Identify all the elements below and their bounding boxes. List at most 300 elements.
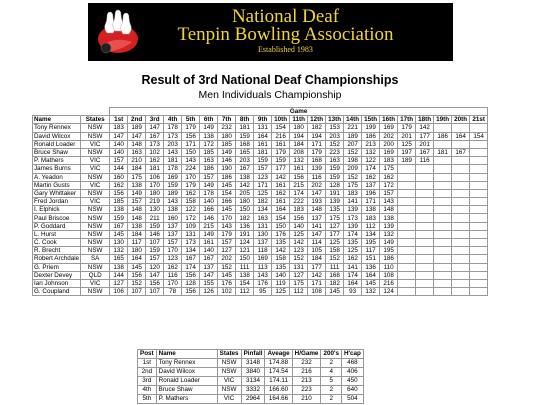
ranking-cell: 3840 bbox=[241, 368, 265, 377]
game-score: 163 bbox=[326, 157, 344, 165]
game-score: 173 bbox=[146, 140, 164, 148]
ranking-name: Tony Rennex bbox=[156, 359, 217, 368]
game-score: 102 bbox=[146, 148, 164, 156]
game-score: 166 bbox=[218, 198, 236, 206]
ranking-cell: 2964 bbox=[241, 395, 265, 404]
game-score: 148 bbox=[128, 140, 146, 148]
game-score: 170 bbox=[164, 279, 182, 287]
game-score: 140 bbox=[110, 140, 128, 148]
game-score: 168 bbox=[236, 140, 254, 148]
game-score: 136 bbox=[362, 263, 380, 271]
ranking-cell: 2 bbox=[321, 386, 342, 395]
game-score bbox=[470, 173, 488, 181]
ranking-cell: 504 bbox=[341, 395, 363, 404]
game-score: 154 bbox=[272, 214, 290, 222]
game-score: 143 bbox=[218, 222, 236, 230]
game-score: 114 bbox=[308, 239, 326, 247]
game-score: 208 bbox=[290, 148, 308, 156]
game-score bbox=[452, 189, 470, 197]
player-name: G. Coupland bbox=[33, 288, 81, 296]
game-score: 161 bbox=[254, 140, 272, 148]
ranking-cell: 406 bbox=[341, 368, 363, 377]
column-header: States bbox=[217, 350, 241, 359]
game-score: 143 bbox=[380, 198, 398, 206]
game-score: 140 bbox=[272, 271, 290, 279]
player-name: Paul Briscoe bbox=[33, 214, 81, 222]
game-score: 126 bbox=[200, 288, 218, 296]
game-score: 183 bbox=[344, 189, 362, 197]
game-score: 138 bbox=[128, 222, 146, 230]
game-score: 173 bbox=[182, 239, 200, 247]
game-score: 184 bbox=[308, 255, 326, 263]
game-score: 167 bbox=[452, 148, 470, 156]
game-score: 185 bbox=[200, 148, 218, 156]
game-score: 150 bbox=[182, 148, 200, 156]
column-header: H'cap bbox=[341, 350, 363, 359]
game-score: 116 bbox=[416, 157, 434, 165]
game-score: 145 bbox=[326, 288, 344, 296]
game-score: 162 bbox=[146, 157, 164, 165]
game-score: 162 bbox=[182, 189, 200, 197]
game-score bbox=[398, 255, 416, 263]
game-score: 112 bbox=[236, 288, 254, 296]
game-score: 107 bbox=[146, 239, 164, 247]
game-score: 141 bbox=[344, 263, 362, 271]
game-score: 171 bbox=[182, 140, 200, 148]
game-score: 173 bbox=[164, 132, 182, 140]
game-score: 205 bbox=[236, 189, 254, 197]
game-score: 120 bbox=[146, 263, 164, 271]
player-name: Ronald Loader bbox=[33, 140, 81, 148]
game-score: 185 bbox=[110, 198, 128, 206]
game-score: 106 bbox=[146, 173, 164, 181]
game-score: 172 bbox=[380, 181, 398, 189]
player-state: NSW bbox=[81, 263, 110, 271]
table-row bbox=[138, 395, 364, 404]
ranking-cell: VIC bbox=[217, 395, 241, 404]
game-score: 151 bbox=[362, 255, 380, 263]
table-row bbox=[33, 173, 488, 181]
game-score: 149 bbox=[200, 230, 218, 238]
game-score: 215 bbox=[200, 222, 218, 230]
game-score: 150 bbox=[236, 206, 254, 214]
player-state: NSW bbox=[81, 173, 110, 181]
game-score: 159 bbox=[326, 173, 344, 181]
game-score bbox=[398, 173, 416, 181]
game-score: 181 bbox=[146, 165, 164, 173]
game-score: 125 bbox=[290, 230, 308, 238]
game-score: 137 bbox=[164, 230, 182, 238]
game-score: 183 bbox=[362, 214, 380, 222]
game-score bbox=[398, 189, 416, 197]
game-score: 159 bbox=[254, 157, 272, 165]
game-score bbox=[452, 271, 470, 279]
game-score: 180 bbox=[290, 124, 308, 132]
game-score: 123 bbox=[290, 247, 308, 255]
game-score: 152 bbox=[326, 255, 344, 263]
game-score: 177 bbox=[308, 263, 326, 271]
game-score: 171 bbox=[254, 181, 272, 189]
game-score: 162 bbox=[164, 263, 182, 271]
results-table bbox=[32, 107, 488, 296]
game-score: 175 bbox=[290, 279, 308, 287]
game-score bbox=[452, 206, 470, 214]
game-score: 135 bbox=[326, 206, 344, 214]
game-score bbox=[398, 214, 416, 222]
game-score: 174 bbox=[344, 230, 362, 238]
game-score: 152 bbox=[290, 255, 308, 263]
player-state: NSW bbox=[81, 124, 110, 132]
game-score: 147 bbox=[308, 189, 326, 197]
column-header: 10th bbox=[272, 116, 290, 124]
game-score: 175 bbox=[128, 173, 146, 181]
game-score: 154 bbox=[272, 124, 290, 132]
player-name: Robert Archdale bbox=[34, 255, 80, 263]
game-score: 215 bbox=[290, 181, 308, 189]
game-score: 163 bbox=[128, 148, 146, 156]
game-score: 149 bbox=[128, 189, 146, 197]
game-score bbox=[434, 255, 452, 263]
game-score: 121 bbox=[236, 247, 254, 255]
column-header: Aveage bbox=[265, 350, 292, 359]
game-score: 128 bbox=[326, 181, 344, 189]
game-score: 148 bbox=[128, 214, 146, 222]
game-score: 161 bbox=[272, 181, 290, 189]
ranking-cell: 468 bbox=[341, 359, 363, 368]
player-name: I. Elphick bbox=[33, 206, 81, 214]
game-score: 131 bbox=[254, 222, 272, 230]
game-score: 142 bbox=[272, 173, 290, 181]
game-score bbox=[470, 206, 488, 214]
ranking-cell: 216 bbox=[292, 368, 321, 377]
player-state: NSW bbox=[81, 206, 110, 214]
game-score: 159 bbox=[164, 181, 182, 189]
player-state: NSW bbox=[81, 148, 110, 156]
ranking-cell: 5th bbox=[138, 395, 157, 404]
game-score: 183 bbox=[110, 124, 128, 132]
game-score: 223 bbox=[326, 148, 344, 156]
game-score: 123 bbox=[164, 255, 182, 263]
game-score: 138 bbox=[362, 206, 380, 214]
game-score: 201 bbox=[416, 140, 434, 148]
game-score: 116 bbox=[164, 271, 182, 279]
game-score: 166 bbox=[200, 206, 218, 214]
game-score: 164 bbox=[344, 279, 362, 287]
game-score: 131 bbox=[254, 124, 272, 132]
game-score: 107 bbox=[146, 288, 164, 296]
game-score: 189 bbox=[398, 157, 416, 165]
game-score bbox=[416, 288, 434, 296]
game-score: 186 bbox=[362, 132, 380, 140]
game-score: 124 bbox=[380, 288, 398, 296]
game-score: 122 bbox=[182, 206, 200, 214]
game-group-row bbox=[33, 108, 488, 116]
player-state: NSW bbox=[81, 239, 110, 247]
game-score bbox=[452, 181, 470, 189]
game-group-header: Game bbox=[110, 108, 488, 116]
game-score: 125 bbox=[272, 288, 290, 296]
game-score: 179 bbox=[182, 181, 200, 189]
game-score: 142 bbox=[416, 124, 434, 132]
ranking-name: Bruce Shaw bbox=[156, 386, 217, 395]
player-name: C. Cook bbox=[33, 239, 81, 247]
game-score bbox=[398, 222, 416, 230]
game-score: 179 bbox=[218, 230, 236, 238]
game-score: 158 bbox=[182, 198, 200, 206]
player-name: Ian Johnson bbox=[33, 279, 81, 287]
game-score bbox=[398, 263, 416, 271]
game-score: 171 bbox=[308, 279, 326, 287]
game-score: 203 bbox=[326, 132, 344, 140]
game-score: 139 bbox=[344, 206, 362, 214]
game-score: 182 bbox=[326, 279, 344, 287]
table-row bbox=[138, 359, 364, 368]
game-score bbox=[416, 222, 434, 230]
game-score: 167 bbox=[200, 255, 218, 263]
player-name: L. Hurst bbox=[33, 230, 81, 238]
game-score bbox=[398, 230, 416, 238]
table-row bbox=[33, 165, 488, 173]
blank-cell bbox=[33, 108, 110, 116]
game-score: 221 bbox=[344, 124, 362, 132]
game-score: 140 bbox=[110, 148, 128, 156]
game-score: 138 bbox=[128, 181, 146, 189]
game-score: 111 bbox=[326, 263, 344, 271]
game-score: 102 bbox=[218, 288, 236, 296]
game-score: 142 bbox=[236, 181, 254, 189]
column-header: States bbox=[81, 116, 110, 124]
game-score: 191 bbox=[236, 230, 254, 238]
game-score: 145 bbox=[218, 271, 236, 279]
game-score: 175 bbox=[326, 214, 344, 222]
game-score: 161 bbox=[272, 140, 290, 148]
game-score: 170 bbox=[218, 214, 236, 222]
game-score: 111 bbox=[236, 263, 254, 271]
column-header: 17th bbox=[398, 116, 416, 124]
game-score: 148 bbox=[308, 206, 326, 214]
game-score: 95 bbox=[254, 288, 272, 296]
game-score: 169 bbox=[164, 173, 182, 181]
game-score: 216 bbox=[272, 132, 290, 140]
game-score: 167 bbox=[416, 148, 434, 156]
game-score: 232 bbox=[218, 124, 236, 132]
game-score: 125 bbox=[398, 140, 416, 148]
game-score: 127 bbox=[218, 247, 236, 255]
game-score bbox=[470, 288, 488, 296]
column-header: 8th bbox=[236, 116, 254, 124]
game-score bbox=[398, 206, 416, 214]
game-score: 167 bbox=[146, 132, 164, 140]
game-score: 165 bbox=[236, 148, 254, 156]
game-score: 176 bbox=[272, 230, 290, 238]
game-score: 135 bbox=[344, 239, 362, 247]
game-score bbox=[416, 230, 434, 238]
game-score bbox=[434, 189, 452, 197]
game-score: 174 bbox=[290, 189, 308, 197]
table-row bbox=[33, 288, 488, 296]
game-score: 156 bbox=[182, 132, 200, 140]
game-score bbox=[470, 157, 488, 165]
game-score: 171 bbox=[362, 198, 380, 206]
player-state: VIC bbox=[81, 279, 110, 287]
game-score bbox=[434, 230, 452, 238]
game-score bbox=[434, 222, 452, 230]
table-row bbox=[33, 214, 488, 222]
column-header: 5th bbox=[182, 116, 200, 124]
game-score: 222 bbox=[290, 198, 308, 206]
table-row bbox=[33, 206, 488, 214]
game-score: 184 bbox=[128, 165, 146, 173]
game-score bbox=[452, 288, 470, 296]
table-row bbox=[33, 181, 488, 189]
game-score: 137 bbox=[308, 214, 326, 222]
table-row bbox=[33, 271, 488, 279]
game-score: 152 bbox=[218, 263, 236, 271]
game-score: 152 bbox=[326, 140, 344, 148]
player-name: Tony Rennex bbox=[33, 124, 81, 132]
game-score bbox=[452, 157, 470, 165]
game-score: 179 bbox=[272, 148, 290, 156]
game-score: 142 bbox=[290, 239, 308, 247]
ranking-cell: NSW bbox=[217, 359, 241, 368]
game-score bbox=[470, 255, 488, 263]
game-score: 197 bbox=[398, 148, 416, 156]
game-score: 180 bbox=[146, 189, 164, 197]
game-score: 156 bbox=[146, 279, 164, 287]
ranking-cell: NSW bbox=[217, 368, 241, 377]
game-score: 172 bbox=[200, 140, 218, 148]
game-score: 162 bbox=[344, 255, 362, 263]
game-score: 139 bbox=[380, 222, 398, 230]
game-score bbox=[470, 247, 488, 255]
game-score bbox=[416, 271, 434, 279]
player-name: Bruce Shaw bbox=[33, 148, 81, 156]
game-score bbox=[452, 222, 470, 230]
page-subtitle: Men Individuals Championship bbox=[198, 89, 342, 101]
game-score: 145 bbox=[218, 206, 236, 214]
game-score: 93 bbox=[344, 288, 362, 296]
game-score: 164 bbox=[272, 206, 290, 214]
table-row bbox=[33, 239, 488, 247]
player-name: P. Mathers bbox=[33, 157, 81, 165]
game-score bbox=[416, 206, 434, 214]
player-state: VIC bbox=[81, 140, 110, 148]
game-score: 143 bbox=[254, 271, 272, 279]
game-score: 159 bbox=[110, 214, 128, 222]
player-name: Fred Jordan bbox=[33, 198, 81, 206]
ranking-cell: 164.66 bbox=[265, 395, 292, 404]
player-name: Martin Gusts bbox=[33, 181, 81, 189]
ranking-cell: VIC bbox=[217, 377, 241, 386]
game-score: 137 bbox=[164, 222, 182, 230]
game-score: 152 bbox=[344, 173, 362, 181]
game-score bbox=[416, 214, 434, 222]
game-score bbox=[434, 157, 452, 165]
game-score bbox=[416, 255, 434, 263]
game-score: 173 bbox=[344, 214, 362, 222]
game-score: 216 bbox=[380, 279, 398, 287]
ranking-cell: 5 bbox=[321, 377, 342, 386]
game-score: 169 bbox=[380, 148, 398, 156]
game-score: 137 bbox=[254, 239, 272, 247]
game-score: 154 bbox=[218, 189, 236, 197]
page-title: Result of 3rd National Deaf Championships bbox=[141, 73, 399, 87]
game-score bbox=[470, 140, 488, 148]
game-score: 157 bbox=[110, 157, 128, 165]
player-state: NSW bbox=[81, 189, 110, 197]
game-score: 195 bbox=[380, 247, 398, 255]
table-row bbox=[33, 124, 488, 132]
game-score: 156 bbox=[290, 173, 308, 181]
ranking-cell: 3rd bbox=[138, 377, 157, 386]
game-score: 194 bbox=[308, 132, 326, 140]
game-score: 156 bbox=[290, 214, 308, 222]
game-score: 181 bbox=[236, 124, 254, 132]
game-score bbox=[416, 263, 434, 271]
game-score: 144 bbox=[110, 271, 128, 279]
game-score: 164 bbox=[254, 132, 272, 140]
game-score: 213 bbox=[362, 140, 380, 148]
player-state: VIC bbox=[81, 181, 110, 189]
game-score: 161 bbox=[200, 239, 218, 247]
player-state: NSW bbox=[81, 214, 110, 222]
game-score: 153 bbox=[326, 124, 344, 132]
game-score: 130 bbox=[146, 206, 164, 214]
game-score: 159 bbox=[326, 165, 344, 173]
ranking-table bbox=[137, 349, 364, 404]
game-score: 181 bbox=[434, 148, 452, 156]
ranking-cell: 174.88 bbox=[265, 359, 292, 368]
game-score: 137 bbox=[362, 181, 380, 189]
game-score: 123 bbox=[254, 173, 272, 181]
game-score: 146 bbox=[218, 157, 236, 165]
player-name: G. Priem bbox=[33, 263, 81, 271]
game-score bbox=[452, 214, 470, 222]
ranking-header-row bbox=[138, 350, 364, 359]
game-score: 132 bbox=[362, 288, 380, 296]
column-header: Name bbox=[33, 116, 81, 124]
game-score: 152 bbox=[128, 279, 146, 287]
game-score: 196 bbox=[362, 189, 380, 197]
game-score: 150 bbox=[272, 222, 290, 230]
game-score: 175 bbox=[344, 181, 362, 189]
game-score: 195 bbox=[362, 239, 380, 247]
player-name: James Burns bbox=[33, 165, 81, 173]
game-score: 169 bbox=[254, 255, 272, 263]
game-score: 78 bbox=[164, 288, 182, 296]
game-score: 176 bbox=[218, 279, 236, 287]
game-score: 116 bbox=[308, 173, 326, 181]
game-score bbox=[398, 271, 416, 279]
game-score bbox=[434, 165, 452, 173]
game-score: 125 bbox=[254, 189, 272, 197]
game-score: 167 bbox=[182, 255, 200, 263]
table-row bbox=[33, 279, 488, 287]
player-state: SA bbox=[81, 255, 110, 263]
game-score bbox=[470, 263, 488, 271]
game-score: 132 bbox=[362, 148, 380, 156]
header-banner bbox=[88, 3, 453, 61]
game-score: 157 bbox=[218, 239, 236, 247]
ranking-name: Ronald Loader bbox=[156, 377, 217, 386]
ranking-cell: 2 bbox=[321, 359, 342, 368]
game-score: 150 bbox=[236, 255, 254, 263]
game-score: 145 bbox=[362, 279, 380, 287]
game-score: 167 bbox=[110, 222, 128, 230]
game-score bbox=[416, 181, 434, 189]
game-score: 145 bbox=[128, 263, 146, 271]
game-score: 170 bbox=[146, 181, 164, 189]
